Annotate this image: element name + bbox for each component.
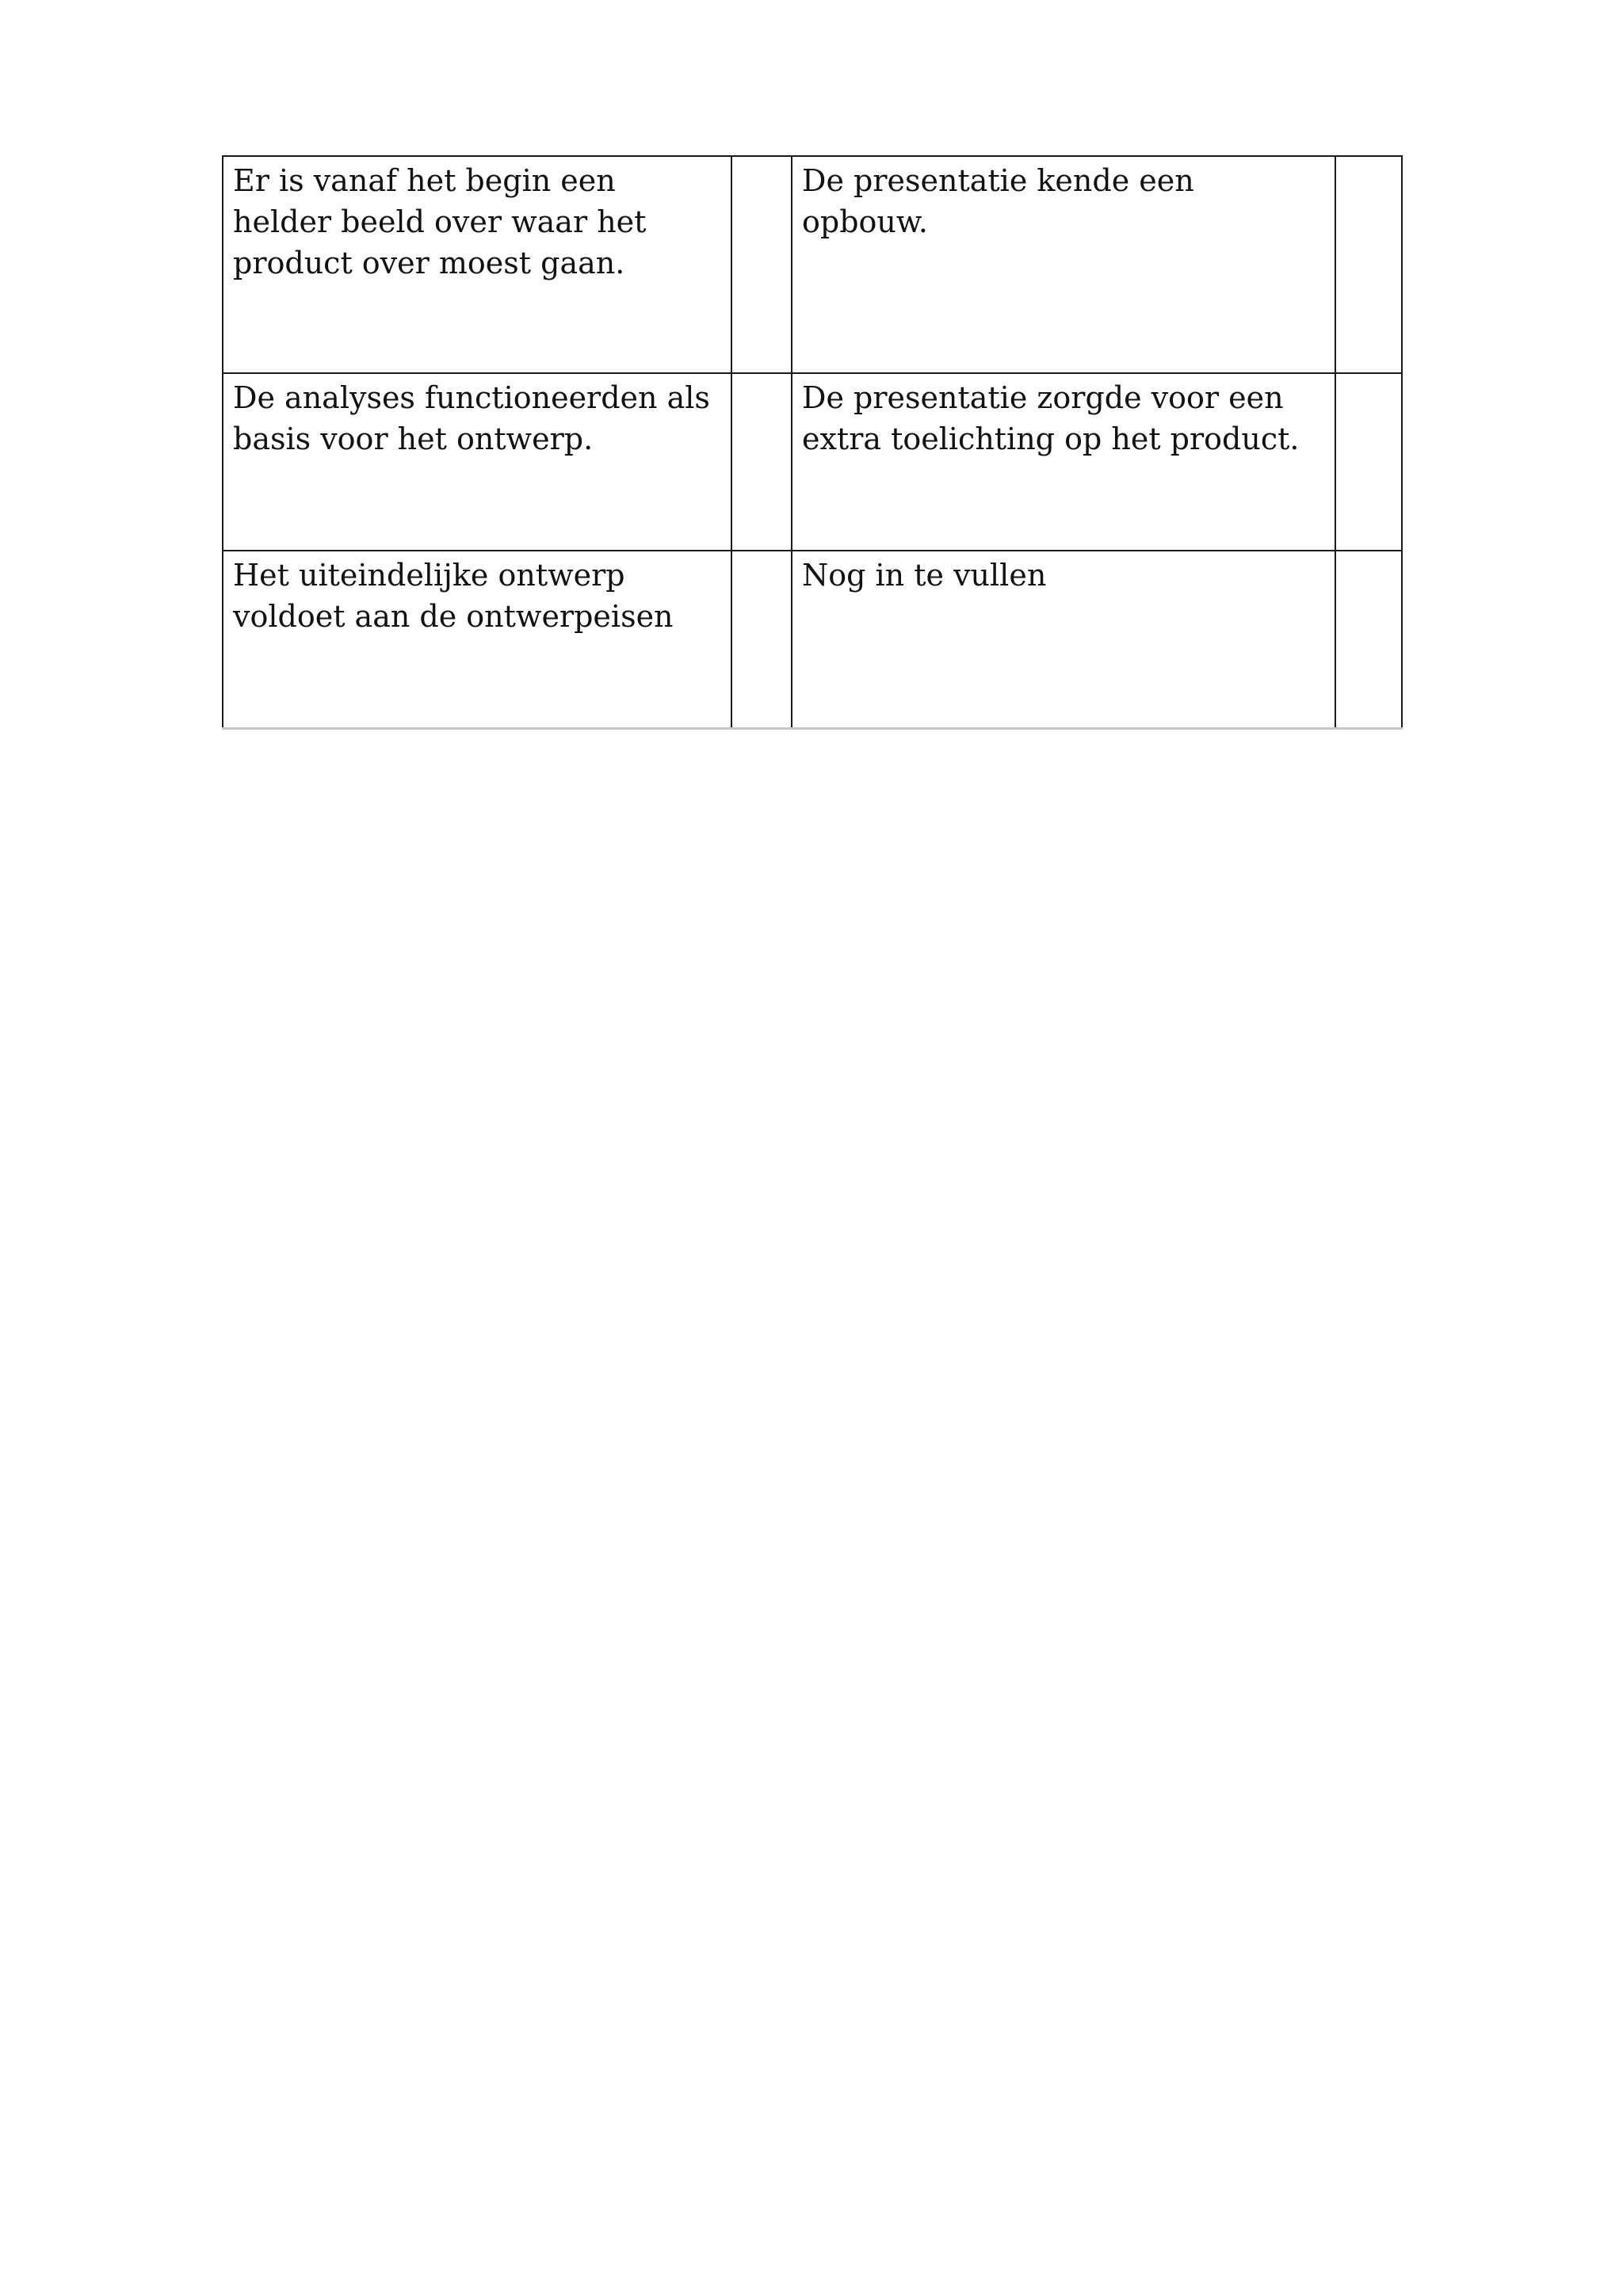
criterion-cell-right: De presentatie zorgde voor een extra toelichting op het product. [792,373,1335,551]
score-cell-right[interactable] [1335,373,1402,551]
criterion-cell-left: Er is vanaf het begin een helder beeld over waar het product over moest gaan. [223,156,731,373]
table-row [223,373,1402,551]
score-cell-left[interactable] [731,156,792,373]
score-cell-left[interactable] [731,551,792,729]
criterion-cell-left: Het uiteindelijke ontwerp voldoet aan de ontwerpeisen [223,551,731,729]
assessment-table [222,155,1403,730]
criterion-cell-left: De analyses functioneerden als basis voor het ontwerp. [223,373,731,551]
table-row [223,551,1402,729]
score-cell-right[interactable] [1335,551,1402,729]
score-cell-right[interactable] [1335,156,1402,373]
criterion-cell-right: De presentatie kende een opbouw. [792,156,1335,373]
table-row [223,156,1402,373]
score-cell-left[interactable] [731,373,792,551]
criterion-cell-right: Nog in te vullen [792,551,1335,729]
